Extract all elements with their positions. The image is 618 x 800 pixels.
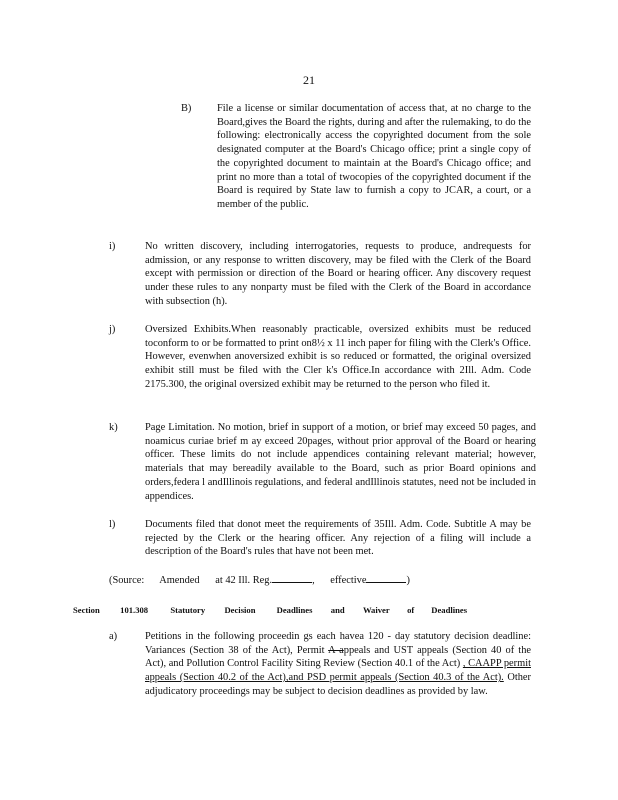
paragraph-a <box>145 630 531 699</box>
paragraph-k-text: Page Limitation. No motion, brief in support of a motion, or brief may exceed 50 pages, and noamicus curiae brief m ay exceed 20pages, without prior approval of the Board or hearing officer. These limits do not include appendices containing relevant material; however, materials that may bereadily available to the Board, such as prior Board opinions and orders,federa l andIllinois regulations, and federal andIllinois statutes, need not be included in appendices. <box>145 422 536 502</box>
effective-blank <box>366 573 406 583</box>
section-title-word-6: of <box>407 605 415 615</box>
section-title-word-1: Statutory <box>170 605 206 615</box>
section-word: Section <box>73 605 100 615</box>
paragraph-k <box>145 421 536 503</box>
paragraph-b-text: File a license or similar documentation of access that, at no charge to the Board,gives the Board the rights, during and after the rulemaking, to do the following: electronically access the copyrighted document from the sole designated computer at the Board's Chicago office; print a single copy of the copyrighted document to maintain at the Board's Chicago office; and print no more than a total of twocopies of the copyrighted document if the Board is required by State law to furnish a copy to JCAR, a court, or a member of the public. <box>217 103 531 210</box>
source-amended: Amended <box>159 575 200 586</box>
inserted-text: , CAAPP permit appeals (Section 40.2 of the Act),and PSD permit appeals (Section 40.3 of the Act). <box>145 658 531 684</box>
section-title-word-3: Deadlines <box>276 605 313 615</box>
paragraph-a-part-2: ppeals and UST appeals (Section 40 of the Act), and Pollution Control Facility Siting Review (Section 40.1 of the Act) <box>145 644 532 670</box>
item-label-j: j) <box>109 324 116 335</box>
section-number: 101.308 <box>120 605 149 615</box>
paragraph-a-part-3: Other adjudicatory proceedings may be subject to decision deadlines as provided by law. <box>145 672 531 697</box>
struck-text: A a <box>328 644 344 656</box>
section-title-word-4: and <box>330 605 345 615</box>
register-blank <box>272 573 312 583</box>
item-label-k: k) <box>109 422 118 433</box>
item-label-a: a) <box>109 631 118 642</box>
paragraph-l-text: Documents filed that donot meet the requirements of 35Ill. Adm. Code. Subtitle A may be rejected by the Clerk or the hearing officer. Any rejection of a filing will include a description of the Board's rules that have not been met. <box>145 519 531 558</box>
paragraph-a-text <box>145 630 531 699</box>
paragraph-b <box>217 102 531 212</box>
page-number: 21 <box>303 73 315 87</box>
source-register: at 42 Ill. Reg. <box>215 575 273 586</box>
section-title-word-5: Waiver <box>362 605 390 615</box>
source-prefix: (Source: <box>109 575 145 586</box>
item-label-b: B) <box>181 103 192 114</box>
paragraph-i-text: No written discovery, including interrogatories, requests to produce, andrequests for admission, or any response to written discovery, may be filed with the Clerk of the Board except with permission or direction of the Board or hearing officer. Any discovery request under these rules to any nonparty must be filed with the Clerk of the Board in accordance with subsection (h). <box>145 241 531 307</box>
section-title-word-2: Decision <box>224 605 256 615</box>
item-label-i: i) <box>109 241 116 252</box>
paragraph-l <box>145 518 531 559</box>
source-comma: , <box>312 575 315 586</box>
source-note <box>109 573 410 588</box>
paragraph-j <box>145 323 531 392</box>
source-effective: effective <box>330 575 367 586</box>
section-heading <box>73 604 553 616</box>
paragraph-i <box>145 240 531 309</box>
section-title-word-7: Deadlines <box>431 605 468 615</box>
paragraph-j-text: Oversized Exhibits.When reasonably practicable, oversized exhibits must be reduced toconform to or be formatted to print on8½ x 11 inch paper for filing with the Clerk's Office. However, evenwhen anoversized exhibit is so reduced or formatted, the original oversized exhibit still must be filed with the Cler k's Office.In accordance with 2Ill. Adm. Code 2175.300, the original oversized exhibit may be returned to the person who filed it. <box>145 324 531 390</box>
paragraph-a-part-1: Petitions in the following proceedin gs each havea 120 - day statutory decision deadline: Variances (Section 38 of the Act), Permit <box>145 631 531 656</box>
item-label-l: l) <box>109 519 116 530</box>
source-suffix: ) <box>406 575 410 586</box>
